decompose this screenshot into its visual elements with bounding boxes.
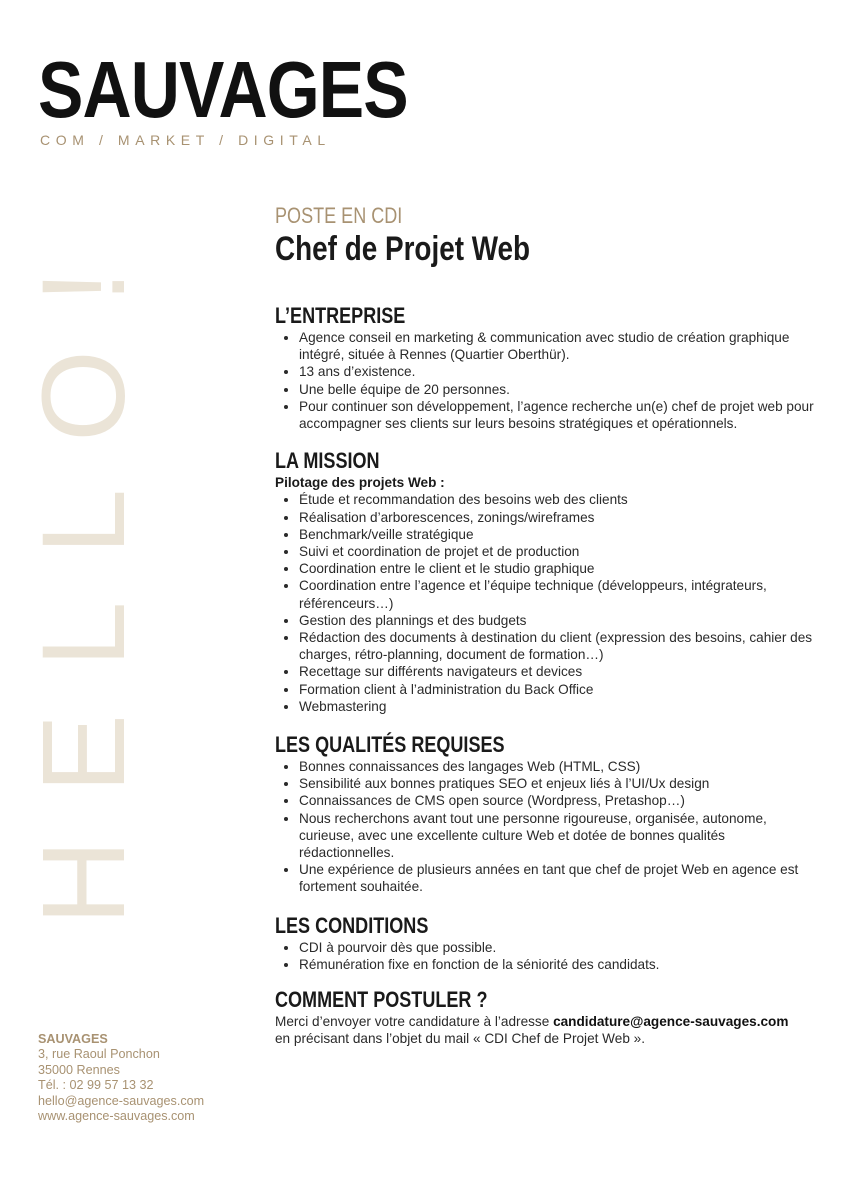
- list-item: • Rémunération fixe en fonction de la séniorité des candidats.: [299, 956, 820, 973]
- footer-street: 3, rue Raoul Ponchon: [38, 1047, 160, 1062]
- list-item: • 13 ans d’existence.: [299, 363, 820, 380]
- section-conditions: [275, 913, 820, 973]
- list-item: • CDI à pourvoir dès que possible.: [299, 939, 820, 956]
- list-item: • Coordination entre le client et le studio graphique: [299, 560, 820, 577]
- job-posting: [275, 203, 820, 1048]
- section-title: COMMENT POSTULER ?: [275, 987, 488, 1013]
- apply-instructions: [275, 1013, 820, 1047]
- brand-tagline: COM / MARKET / DIGITAL: [40, 132, 331, 148]
- footer-email-link[interactable]: hello@agence-sauvages.com: [38, 1093, 205, 1108]
- section-title: LA MISSION: [275, 448, 380, 474]
- section-entreprise: [275, 303, 820, 432]
- list-item: • Formation client à l’administration du Back Office: [299, 681, 820, 698]
- list-item: • Sensibilité aux bonnes pratiques SEO et enjeux liés à l’UI/Ux design: [299, 775, 820, 792]
- list-item: • Une belle équipe de 20 personnes.: [299, 381, 820, 398]
- list-item: • Bonnes connaissances des langages Web (HTML, CSS): [299, 758, 820, 775]
- footer-phone: Tél. : 02 99 57 13 32: [38, 1078, 154, 1093]
- section-postuler: [275, 987, 820, 1047]
- apply-text-after: en précisant dans l’objet du mail « CDI Chef de Projet Web ».: [275, 1031, 645, 1047]
- list-item: • Gestion des plannings et des budgets: [299, 612, 820, 629]
- job-title: Chef de Projet Web: [275, 230, 531, 268]
- hello-decorative-text: HELLO!: [18, 223, 150, 925]
- job-type: POSTE EN CDI: [275, 203, 403, 228]
- section-qualites: [275, 732, 820, 896]
- list-item: • Étude et recommandation des besoins web des clients: [299, 491, 820, 508]
- list-item: • Webmastering: [299, 698, 820, 715]
- bullet-list: [275, 939, 820, 973]
- list-item: • Connaissances de CMS open source (Wordpress, Pretashop…): [299, 792, 820, 809]
- footer-website-link[interactable]: www.agence-sauvages.com: [38, 1109, 195, 1124]
- footer-company: SAUVAGES: [38, 1032, 108, 1046]
- footer-city: 35000 Rennes: [38, 1062, 120, 1077]
- list-item: • Une expérience de plusieurs années en tant que chef de projet Web en agence est fortement souhaitée.: [299, 861, 820, 895]
- brand-logo: SAUVAGES: [38, 45, 408, 134]
- list-item: • Nous recherchons avant tout une personne rigoureuse, organisée, autonome, curieuse, avec une excellente culture Web et dotée de bonnes qualités rédactionnelles.: [299, 810, 820, 862]
- list-item: • Pour continuer son développement, l’agence recherche un(e) chef de projet web pour accompagner ses clients sur leurs besoins stratégiques et opérationnels.: [299, 398, 820, 432]
- list-item: • Recettage sur différents navigateurs et devices: [299, 663, 820, 680]
- list-item: • Réalisation d’arborescences, zonings/wireframes: [299, 509, 820, 526]
- section-title: L’ENTREPRISE: [275, 303, 406, 328]
- bullet-list: [275, 491, 820, 715]
- list-item: • Benchmark/veille stratégique: [299, 526, 820, 543]
- list-item: • Agence conseil en marketing & communication avec studio de création graphique intégré, située à Rennes (Quartier Oberthür).: [299, 329, 820, 363]
- section-title: LES CONDITIONS: [275, 912, 429, 938]
- apply-text-before: Merci d’envoyer votre candidature à l’adresse: [275, 1014, 554, 1030]
- mission-subtitle: Pilotage des projets Web :: [275, 475, 445, 491]
- list-item: • Suivi et coordination de projet et de production: [299, 543, 820, 560]
- section-mission: [275, 448, 820, 715]
- section-title: LES QUALITÉS REQUISES: [275, 732, 505, 758]
- list-item: • Coordination entre l’agence et l’équipe technique (développeurs, intégrateurs, référenceurs…): [299, 577, 820, 611]
- list-item: • Rédaction des documents à destination du client (expression des besoins, cahier des charges, rétro-planning, document de formation…): [299, 629, 820, 663]
- contact-footer: [38, 1032, 204, 1124]
- bullet-list: [275, 329, 820, 432]
- apply-email-link[interactable]: candidature@agence-sauvages.com: [553, 1014, 789, 1030]
- bullet-list: [275, 758, 820, 896]
